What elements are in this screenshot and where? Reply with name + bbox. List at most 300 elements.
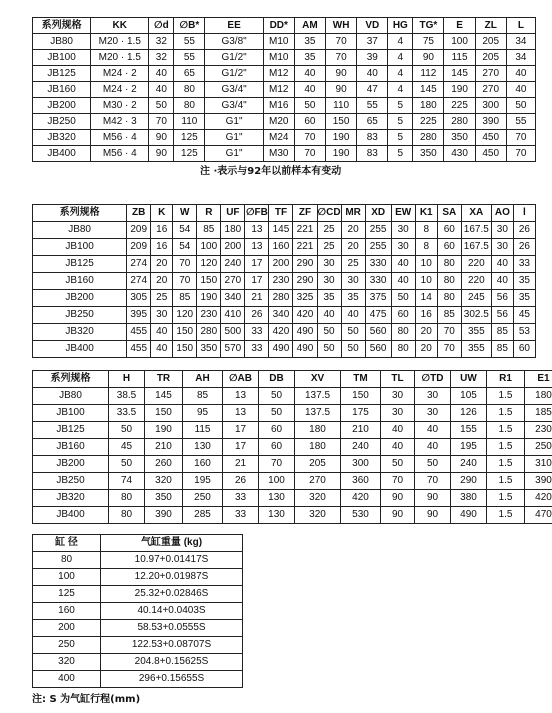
table-cell: 430 <box>444 146 475 162</box>
column-header: E <box>444 18 475 34</box>
table-cell: 160 <box>33 603 101 620</box>
table-cell: 75 <box>413 34 444 50</box>
table-cell: 270 <box>295 473 341 490</box>
column-header: R1 <box>487 371 525 388</box>
table-cell: 40 <box>415 439 451 456</box>
table-cell: 115 <box>183 422 223 439</box>
table-cell: 100 <box>259 473 295 490</box>
table-cell: G1/2" <box>205 50 263 66</box>
table-cell: 1.5 <box>487 439 525 456</box>
table-row <box>33 324 536 341</box>
header-row <box>33 371 552 388</box>
table-cell: 90 <box>415 507 451 524</box>
table-cell: 33 <box>245 341 269 358</box>
table-cell: 33 <box>223 507 259 524</box>
table-cell: 420 <box>525 490 552 507</box>
table-cell: 45 <box>513 307 535 324</box>
table-cell: 221 <box>293 239 317 256</box>
table-cell: 70 <box>326 50 357 66</box>
table-row <box>33 146 536 162</box>
table-cell: 4 <box>388 82 413 98</box>
column-header: UF <box>221 205 245 222</box>
table-cell: M10 <box>263 34 294 50</box>
table-cell: M16 <box>263 98 294 114</box>
table-cell: 5 <box>388 146 413 162</box>
table-cell: 255 <box>365 239 391 256</box>
table-cell: 33.5 <box>109 405 145 422</box>
column-header: DB <box>259 371 295 388</box>
table-cell: 90 <box>326 82 357 98</box>
table-cell: 110 <box>326 98 357 114</box>
table-cell: 420 <box>293 307 317 324</box>
column-header: K <box>151 205 173 222</box>
column-header: XD <box>365 205 391 222</box>
table-cell: 70 <box>415 473 451 490</box>
column-header: EW <box>391 205 415 222</box>
table-row <box>33 569 243 586</box>
table-cell: 355 <box>461 324 491 341</box>
table-cell: 180 <box>525 388 552 405</box>
column-header: 系列规格 <box>33 205 127 222</box>
column-header: UW <box>451 371 487 388</box>
table-cell: 375 <box>365 290 391 307</box>
table-cell: 70 <box>381 473 415 490</box>
table-cell: 305 <box>127 290 151 307</box>
table-cell: 410 <box>221 307 245 324</box>
column-header: DD* <box>263 18 294 34</box>
table-row <box>33 507 552 524</box>
table-cell: G3/4" <box>205 82 263 98</box>
table-cell: 130 <box>259 490 295 507</box>
table-cell: 180 <box>413 98 444 114</box>
table-row <box>33 341 536 358</box>
table-cell: JB160 <box>33 82 91 98</box>
table-cell: 200 <box>269 256 293 273</box>
table-cell: 56 <box>491 290 513 307</box>
table-cell: 145 <box>413 82 444 98</box>
table-cell: 20 <box>415 341 437 358</box>
table-cell: 1.5 <box>487 507 525 524</box>
table-cell: 200 <box>33 620 101 637</box>
column-header: TM <box>341 371 381 388</box>
table-cell: 500 <box>221 324 245 341</box>
table-body <box>33 388 552 524</box>
table-cell: 280 <box>197 324 221 341</box>
table-cell: 240 <box>341 439 381 456</box>
table-cell: 26 <box>223 473 259 490</box>
table-cell: JB125 <box>33 422 109 439</box>
table-cell: 50 <box>109 456 145 473</box>
table-cell: 70 <box>259 456 295 473</box>
table-cell: 250 <box>525 439 552 456</box>
dimension-table-1 <box>32 17 536 162</box>
table-cell: M24 · 2 <box>91 82 149 98</box>
table-cell: 205 <box>475 50 506 66</box>
table-cell: 40 <box>151 324 173 341</box>
table-cell: 274 <box>127 256 151 273</box>
table-cell: 56 <box>491 307 513 324</box>
table-cell: M20 <box>263 114 294 130</box>
table-cell: 190 <box>326 146 357 162</box>
table-cell: 210 <box>145 439 183 456</box>
table-cell: 5 <box>388 114 413 130</box>
table-cell: 10 <box>415 273 437 290</box>
table-cell: 204.8+0.15625S <box>101 654 243 671</box>
table-cell: JB160 <box>33 439 109 456</box>
table-cell: 4 <box>388 50 413 66</box>
table-cell: G1" <box>205 114 263 130</box>
column-header: XA <box>461 205 491 222</box>
table-cell: 60 <box>259 439 295 456</box>
table-cell: 105 <box>451 388 487 405</box>
table-cell: 17 <box>245 273 269 290</box>
table-row <box>33 490 552 507</box>
table-cell: 35 <box>341 290 365 307</box>
column-header: 缸 径 <box>33 535 101 552</box>
table-cell: 120 <box>197 256 221 273</box>
table-cell: 40 <box>506 82 535 98</box>
table-cell: 90 <box>415 490 451 507</box>
table-cell: JB100 <box>33 50 91 66</box>
column-header: SA <box>437 205 461 222</box>
table-cell: 40 <box>391 256 415 273</box>
column-header: 系列规格 <box>33 18 91 34</box>
table-cell: 310 <box>525 456 552 473</box>
table-cell: 90 <box>381 490 415 507</box>
table-cell: 25 <box>341 256 365 273</box>
table-cell: 340 <box>269 307 293 324</box>
table-cell: 145 <box>444 66 475 82</box>
column-header: XV <box>295 371 341 388</box>
table-cell: 50 <box>259 388 295 405</box>
table-row <box>33 637 243 654</box>
table-cell: 220 <box>461 273 491 290</box>
table-cell: JB80 <box>33 388 109 405</box>
table-row <box>33 620 243 637</box>
table-cell: JB250 <box>33 114 91 130</box>
table-cell: 150 <box>173 324 197 341</box>
table-cell: JB320 <box>33 324 127 341</box>
table-cell: 40 <box>149 66 174 82</box>
table-cell: 16 <box>151 222 173 239</box>
column-header: AM <box>294 18 325 34</box>
table-cell: 475 <box>365 307 391 324</box>
table-row <box>33 422 552 439</box>
column-header: L <box>506 18 535 34</box>
table-cell: 20 <box>151 256 173 273</box>
table-cell: 80 <box>437 273 461 290</box>
table-cell: 26 <box>513 222 535 239</box>
column-header: R <box>197 205 221 222</box>
table-cell: 25 <box>317 222 341 239</box>
table-cell: 1.5 <box>487 422 525 439</box>
table-cell: 270 <box>475 82 506 98</box>
table-cell: 26 <box>513 239 535 256</box>
table-cell: 320 <box>33 654 101 671</box>
table-cell: 33 <box>513 256 535 273</box>
table-cell: 30 <box>415 388 451 405</box>
table-cell: 60 <box>259 422 295 439</box>
table-cell: G1" <box>205 130 263 146</box>
table-cell: 350 <box>197 341 221 358</box>
table-cell: 37 <box>357 34 388 50</box>
table-cell: 30 <box>391 239 415 256</box>
table-cell: 490 <box>293 324 317 341</box>
table-body <box>33 222 536 358</box>
table-cell: 1.5 <box>487 456 525 473</box>
table-cell: 50 <box>506 98 535 114</box>
table-cell: 450 <box>475 146 506 162</box>
table-cell: 470 <box>525 507 552 524</box>
table-cell: 280 <box>413 130 444 146</box>
table-cell: 190 <box>326 130 357 146</box>
column-header: HG <box>388 18 413 34</box>
table-cell: JB400 <box>33 146 91 162</box>
table-cell: 115 <box>444 50 475 66</box>
table-cell: 150 <box>341 388 381 405</box>
table-cell: 45 <box>109 439 145 456</box>
table-cell: 40 <box>357 66 388 82</box>
table-cell: 60 <box>391 307 415 324</box>
table-cell: 209 <box>127 239 151 256</box>
table-cell: G1" <box>205 146 263 162</box>
column-header: ∅CD <box>317 205 341 222</box>
weight-table <box>32 534 243 688</box>
table-cell: 290 <box>451 473 487 490</box>
table-cell: JB160 <box>33 273 127 290</box>
table-row <box>33 473 552 490</box>
table-cell: 30 <box>381 405 415 422</box>
table-cell: 296+0.15655S <box>101 671 243 688</box>
table-cell: 420 <box>341 490 381 507</box>
table-cell: 30 <box>317 273 341 290</box>
table-row <box>33 222 536 239</box>
column-header: ZF <box>293 205 317 222</box>
table-cell: 30 <box>491 222 513 239</box>
table-cell: 400 <box>33 671 101 688</box>
table-row <box>33 586 243 603</box>
table-cell: 175 <box>341 405 381 422</box>
table-cell: 85 <box>491 341 513 358</box>
column-header: 气缸重量 (kg) <box>101 535 243 552</box>
table-header <box>33 18 536 34</box>
table-cell: 8 <box>415 239 437 256</box>
table-cell: JB400 <box>33 507 109 524</box>
table-cell: 340 <box>221 290 245 307</box>
table-header <box>33 535 243 552</box>
table-cell: 112 <box>413 66 444 82</box>
table-cell: 58.53+0.0555S <box>101 620 243 637</box>
table-cell: 50 <box>381 456 415 473</box>
table-cell: 54 <box>173 239 197 256</box>
table-cell: 80 <box>109 490 145 507</box>
table-cell: JB80 <box>33 34 91 50</box>
table-cell: 85 <box>491 324 513 341</box>
table-cell: 300 <box>341 456 381 473</box>
table-cell: 210 <box>341 422 381 439</box>
column-header: W <box>173 205 197 222</box>
table-cell: JB125 <box>33 256 127 273</box>
table-cell: JB320 <box>33 130 91 146</box>
table-cell: 30 <box>415 405 451 422</box>
table-cell: 34 <box>506 34 535 50</box>
header-row <box>33 18 536 34</box>
table-cell: 100 <box>444 34 475 50</box>
table-cell: 50 <box>415 456 451 473</box>
table-cell: 13 <box>223 388 259 405</box>
table-cell: 80 <box>174 82 205 98</box>
dimension-table-3 <box>32 370 552 524</box>
table-cell: 230 <box>197 307 221 324</box>
table-cell: 5 <box>388 130 413 146</box>
table-cell: JB250 <box>33 307 127 324</box>
table-cell: 320 <box>295 490 341 507</box>
table-cell: 230 <box>525 422 552 439</box>
table-cell: 190 <box>145 422 183 439</box>
table-cell: M24 · 2 <box>91 66 149 82</box>
table-cell: 38.5 <box>109 388 145 405</box>
table-cell: 360 <box>341 473 381 490</box>
table-cell: 1.5 <box>487 405 525 422</box>
table-cell: 180 <box>295 439 341 456</box>
table-cell: 25.32+0.02846S <box>101 586 243 603</box>
table-cell: M12 <box>263 82 294 98</box>
table-cell: 95 <box>183 405 223 422</box>
table-cell: 40 <box>491 256 513 273</box>
table-cell: 33 <box>223 490 259 507</box>
table-row <box>33 273 536 290</box>
table-cell: JB200 <box>33 456 109 473</box>
table-cell: 260 <box>145 456 183 473</box>
table-cell: G3/8" <box>205 34 263 50</box>
table-cell: 40.14+0.0403S <box>101 603 243 620</box>
table-cell: 17 <box>245 256 269 273</box>
table-cell: 40 <box>415 422 451 439</box>
table-cell: 50 <box>341 341 365 358</box>
table-cell: JB80 <box>33 222 127 239</box>
table-cell: 70 <box>326 34 357 50</box>
table-cell: 32 <box>149 34 174 50</box>
table-cell: M56 · 4 <box>91 146 149 162</box>
table-cell: 350 <box>145 490 183 507</box>
table-cell: 70 <box>294 146 325 162</box>
table-cell: 125 <box>33 586 101 603</box>
table-cell: 270 <box>221 273 245 290</box>
table-cell: 50 <box>259 405 295 422</box>
column-header: 系列规格 <box>33 371 109 388</box>
table-cell: 125 <box>174 146 205 162</box>
table-cell: 70 <box>294 130 325 146</box>
table-cell: 137.5 <box>295 405 341 422</box>
column-header: ∅B* <box>174 18 205 34</box>
table-cell: 85 <box>197 222 221 239</box>
table-cell: 17 <box>223 422 259 439</box>
table-cell: 1.5 <box>487 490 525 507</box>
table-cell: 35 <box>513 290 535 307</box>
table-row <box>33 82 536 98</box>
table-cell: 74 <box>109 473 145 490</box>
dimension-table-2 <box>32 204 536 358</box>
table-cell: 90 <box>381 507 415 524</box>
table-cell: 185 <box>525 405 552 422</box>
table-cell: 380 <box>451 490 487 507</box>
table-cell: 330 <box>365 256 391 273</box>
table-cell: 390 <box>475 114 506 130</box>
table-cell: 395 <box>127 307 151 324</box>
table-cell: 90 <box>149 146 174 162</box>
table-cell: 85 <box>437 307 461 324</box>
table-row <box>33 50 536 66</box>
column-header: TR <box>145 371 183 388</box>
table-cell: 100 <box>197 239 221 256</box>
table-cell: M12 <box>263 66 294 82</box>
column-header: ∅FB <box>245 205 269 222</box>
table-cell: 60 <box>437 239 461 256</box>
column-header: AH <box>183 371 223 388</box>
table-cell: JB320 <box>33 490 109 507</box>
table-cell: 195 <box>183 473 223 490</box>
column-header: K1 <box>415 205 437 222</box>
table-cell: 25 <box>151 290 173 307</box>
table-cell: 55 <box>174 50 205 66</box>
table-cell: 13 <box>245 239 269 256</box>
table-cell: 70 <box>173 273 197 290</box>
table-cell: 290 <box>293 256 317 273</box>
table-header <box>33 371 552 388</box>
table-cell: 250 <box>183 490 223 507</box>
table-cell: 50 <box>317 324 341 341</box>
table-cell: 40 <box>506 66 535 82</box>
table-row <box>33 98 536 114</box>
table-cell: 21 <box>223 456 259 473</box>
table-cell: 200 <box>221 239 245 256</box>
table-cell: 35 <box>513 273 535 290</box>
column-header: TL <box>381 371 415 388</box>
table-cell: 20 <box>341 222 365 239</box>
table-cell: 420 <box>269 324 293 341</box>
table-cell: 190 <box>197 290 221 307</box>
table-cell: 225 <box>444 98 475 114</box>
table-cell: 122.53+0.08707S <box>101 637 243 654</box>
table-cell: M20 · 1.5 <box>91 34 149 50</box>
table-cell: 250 <box>33 637 101 654</box>
table-cell: 225 <box>413 114 444 130</box>
column-header: TF <box>269 205 293 222</box>
table-cell: 280 <box>444 114 475 130</box>
table-cell: M30 <box>263 146 294 162</box>
table-cell: 570 <box>221 341 245 358</box>
table-cell: M10 <box>263 50 294 66</box>
table-cell: M56 · 4 <box>91 130 149 146</box>
table-cell: 150 <box>326 114 357 130</box>
table-cell: 220 <box>461 256 491 273</box>
table-row <box>33 66 536 82</box>
table-cell: 16 <box>151 239 173 256</box>
table-cell: 126 <box>451 405 487 422</box>
table-cell: 4 <box>388 66 413 82</box>
table-cell: 13 <box>223 405 259 422</box>
table-cell: 110 <box>174 114 205 130</box>
table-cell: 180 <box>295 422 341 439</box>
table-cell: 325 <box>293 290 317 307</box>
table-body <box>33 552 243 688</box>
table-cell: 195 <box>451 439 487 456</box>
table-cell: 40 <box>391 273 415 290</box>
table-cell: 83 <box>357 146 388 162</box>
table-cell: 4 <box>388 34 413 50</box>
table-row <box>33 388 552 405</box>
table-cell: 274 <box>127 273 151 290</box>
